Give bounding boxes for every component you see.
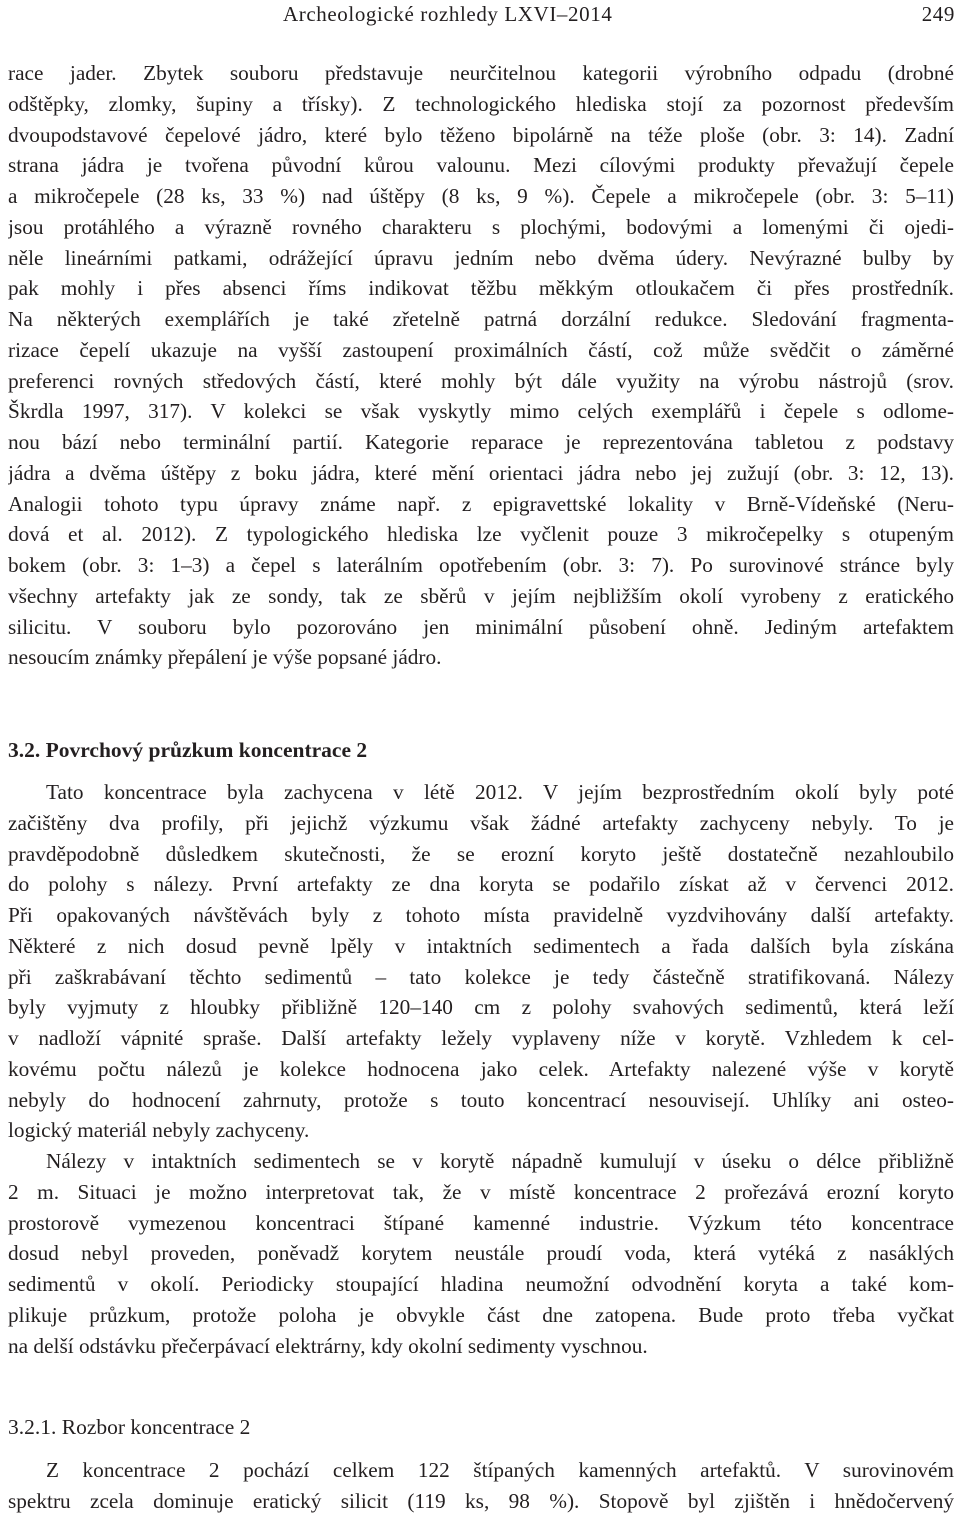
text-line: bokem (obr. 3: 1–3) a čepel s laterálním opotřebením (obr. 3: 7). Po surovinové stránce byly [8,553,954,577]
text-line: Tato koncentrace byla zachycena v létě 2012. V jejím bezprostředním okolí byly poté [46,780,954,804]
text-line: pravděpodobně důsledkem skutečnosti, že se erozní koryto ještě dostatečně nezahloubilo [8,841,954,866]
text-line: Nálezy v intaktních sedimentech se v korytě nápadně kumulují v úseku o délce přibližně [46,1149,954,1173]
page-number: 249 [921,2,955,26]
text-line: pak mohly i přes absenci říms indikovat těžbu měkkým otloukačem či přes prostředník. [8,276,954,301]
text-line: byly vyjmuty z hloubky přibližně 120–140 cm z polohy svahových sedimentů, která leží [8,995,954,1020]
text-line: do polohy s nálezy. První artefakty ze dna koryta se podařilo získat až v červenci 2012. [8,872,954,897]
text-line: kovému počtu nálezů je kolekce hodnocena jako celek. Artefakty nalezené výše v korytě [8,1056,954,1081]
text-line: a mikročepele (28 ks, 33 %) nad úštěpy (8 ks, 9 %). Čepele a mikročepele (obr. 3: 5–11) [8,184,954,208]
text-line: sedimentů v okolí. Periodicky stoupající hladina neumožní odvodnění koryta a také kom- [8,1272,954,1296]
text-line: začištěny dva profily, při jejichž výzkumu však žádné artefakty zachyceny nebyly. To je [8,810,954,835]
text-line: všechny artefakty jak ze sondy, tak ze sběrů v jejím nejbližším okolí vyrobeny z eratického [8,583,954,608]
text-line: jsou protáhlého a výrazně rovného charakteru s plochými, bodovými a lomenými či ojedi- [8,214,954,239]
running-header [283,2,955,28]
text-line: na delší odstávku přečerpávací elektrárny, kdy okolní sedimenty vyschnou. [8,1333,648,1358]
text-line: dová et al. 2012). Z typologického hlediska lze vyčlenit pouze 3 mikročepelky s otupeným [8,522,954,547]
text-line: něle lineárními patkami, odrážející úpravu jedním nebo dvěma údery. Nevýrazné bulby by [8,245,954,270]
text-line: Analogii tohoto typu úpravy známe např. z epigravettské lokality v Brně-Vídeňské (Neru- [8,491,954,516]
text-line: nesoucím známky přepálení je výše popsané jádro. [8,645,442,670]
paragraph-block-1 [8,58,954,673]
text-line: race jader. Zbytek souboru představuje neurčitelnou kategorii výrobního odpadu (drobné [8,61,954,85]
text-line: spektru zcela dominuje eratický silicit (119 ks, 98 %). Stopově byl zjištěn i hnědočervený [8,1488,954,1513]
text-line: Některé z nich dosud pevně lpěly v intaktních sedimentech a řada dalších byla získána [8,933,954,958]
journal-title: Archeologické rozhledy LXVI–2014 [283,2,613,26]
text-line: 2 m. Situaci je možno interpretovat tak, že v místě koncentrace 2 prořezává erozní koryto [8,1179,954,1204]
text-line: preferenci rovných středových částí, které mohly být dále využity na výrobu nástrojů (srov. [8,368,954,393]
text-line: rizace čepelí ukazuje na vyšší zastoupení proximálních částí, což může svědčit o záměrné [8,337,954,362]
text-line: nebyly do hodnocení zahrnuty, protože s touto koncentrací nesouvisejí. Uhlíky ani osteo- [8,1087,954,1112]
text-line: silicitu. V souboru bylo pozorováno jen minimální působení ohně. Jediným artefaktem [8,614,954,639]
text-line: dvoupodstavové čepelové jádro, které bylo těženo bipolárně na téže ploše (obr. 3: 14). Zadní [8,122,954,147]
text-line: Škrdla 1997, 317). V kolekci se však vyskytly mimo celých exemplářů i čepele s odlome- [8,399,954,424]
text-line: strana jádra je tvořena původní kůrou valounu. Mezi cílovými produkty převažují čepele [8,153,954,178]
text-line: Při opakovaných návštěvách byly z tohoto místa pravidelně vyzdvihovány další artefakty. [8,903,954,927]
text-line: při zaškrabávaní těchto sedimentů – tato kolekce je tedy částečně stratifikovaná. Nálezy [8,964,954,989]
section-heading-3-2: 3.2. Povrchový průzkum koncentrace 2 [8,738,368,762]
text-line: jádra a dvěma úštěpy z boku jádra, které mění orientaci jádra nebo jej zužují (obr. 3: 12, 13). [8,460,954,485]
paragraph-block-2 [8,777,954,1361]
text-line: plikuje průzkum, protože poloha je obvykle část dne zatopena. Bude proto třeba vyčkat [8,1302,954,1327]
paragraph-block-3 [8,1455,954,1517]
text-line: prostorově vymezenou koncentraci štípané kamenné industrie. Výzkum této koncentrace [8,1210,954,1235]
text-line: Na některých exemplářích je také zřetelně patrná dorzální redukce. Sledování fragmenta- [8,307,954,331]
text-line: nou bází nebo terminální partií. Kategorie reparace je reprezentována tabletou z podstavy [8,430,954,454]
text-line: dosud nebyl proveden, poněvadž korytem neustále proudí voda, která vytéká z nasáklých [8,1241,954,1266]
text-line: v nadloží vápnité spraše. Další artefakty ležely vyplaveny níže v korytě. Vzhledem k cel- [8,1026,954,1050]
subsection-heading-3-2-1: 3.2.1. Rozbor koncentrace 2 [8,1415,251,1439]
text-line: Z koncentrace 2 pochází celkem 122 štípaných kamenných artefaktů. V surovinovém [46,1458,954,1482]
text-line: odštěpky, zlomky, šupiny a třísky). Z technologického hlediska stojí za pozornost především [8,91,954,116]
text-line: logický materiál nebyly zachyceny. [8,1118,310,1143]
